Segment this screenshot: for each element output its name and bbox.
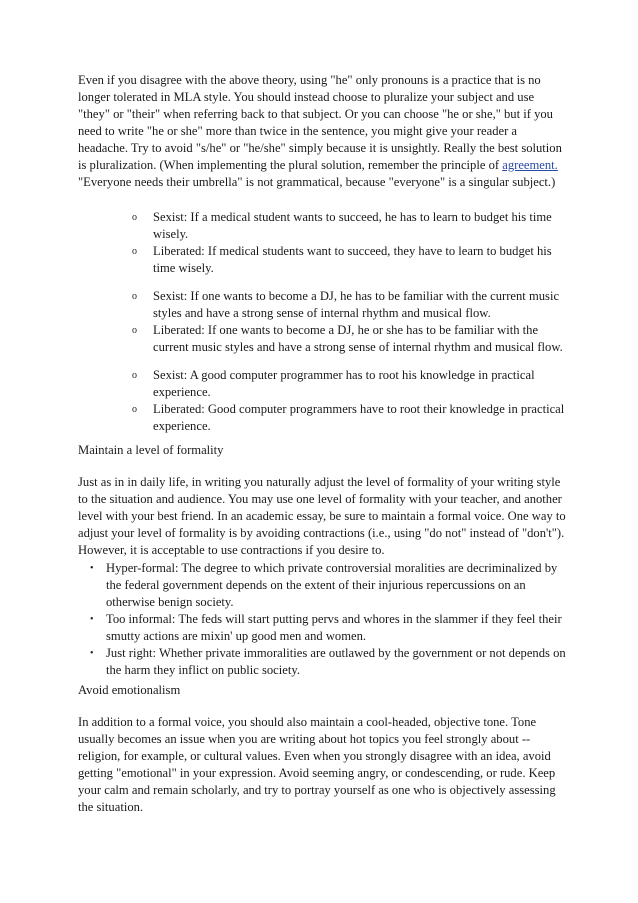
example-group bbox=[78, 209, 568, 277]
example-text: Liberated: If one wants to become a DJ, he or she has to be familiar with the current music styles and have a strong sense of internal rhythm and musical flow. bbox=[153, 323, 563, 354]
example-text: Just right: Whether private immoralities are outlawed by the government or not depends on the harm they inflict on public society. bbox=[106, 646, 566, 677]
bullet-icon: • bbox=[90, 614, 94, 625]
example-text: Hyper-formal: The degree to which private controversial moralities are decriminalized by the federal government depends on the extent of their injurious repercussions on an otherwise benign society. bbox=[106, 561, 558, 609]
section-heading-emotionalism: Avoid emotionalism bbox=[78, 683, 181, 697]
intro-text-tail: "Everyone needs their umbrella" is not grammatical, because "everyone" is a singular subject.) bbox=[78, 175, 556, 189]
bullet-icon: • bbox=[90, 563, 94, 574]
example-text: Sexist: A good computer programmer has to root his knowledge in practical experience. bbox=[153, 368, 535, 399]
example-text: Liberated: Good computer programmers have to root their knowledge in practical experience. bbox=[153, 402, 565, 433]
example-text: Sexist: If one wants to become a DJ, he has to be familiar with the current music styles and have a strong sense of internal rhythm and musical flow. bbox=[153, 289, 560, 320]
list-item bbox=[78, 367, 568, 401]
open-circle-bullet-icon: o bbox=[132, 370, 137, 381]
open-circle-bullet-icon: o bbox=[132, 404, 137, 415]
formality-paragraph: Just as in in daily life, in writing you naturally adjust the level of formality of your writing style to the situation and audience. You may use one level of formality with your teacher, and another level with your best friend. In an academic essay, be sure to maintain a formal voice. One way to adjust your level of formality is by avoiding contractions (i.e., using "do not" instead of "don't"). However, it is acceptable to use contractions if you desire to. bbox=[78, 475, 566, 557]
section-heading-formality: Maintain a level of formality bbox=[78, 443, 224, 457]
pronoun-examples bbox=[78, 209, 568, 435]
list-item bbox=[78, 288, 568, 322]
example-text: Too informal: The feds will start putting pervs and whores in the slammer if they feel their smutty actions are mixin' up good men and women. bbox=[106, 612, 562, 643]
open-circle-bullet-icon: o bbox=[132, 246, 137, 257]
example-group bbox=[78, 288, 568, 356]
example-text: Liberated: If medical students want to succeed, they have to learn to budget his time wisely. bbox=[153, 244, 552, 275]
agreement-link[interactable]: agreement. bbox=[502, 158, 558, 172]
list-item bbox=[78, 401, 568, 435]
bullet-icon: • bbox=[90, 648, 94, 659]
intro-text: Even if you disagree with the above theory, using "he" only pronouns is a practice that is no longer tolerated in MLA style. You should instead choose to pluralize your subject and use "they" or "their" when referring back to that subject. Or you can choose "he or she," but if you need to write "he or she" more than twice in the sentence, you might give your reader a headache. Try to avoid "s/he" or "he/she" simply because it is unsightly. Really the best solution is pluralization. (When implementing the plural solution, remember the principle of bbox=[78, 73, 562, 172]
list-item bbox=[78, 560, 568, 611]
list-item bbox=[78, 322, 568, 356]
example-text: Sexist: If a medical student wants to succeed, he has to learn to budget his time wisely. bbox=[153, 210, 552, 241]
list-item bbox=[78, 243, 568, 277]
intro-paragraph bbox=[78, 72, 568, 191]
open-circle-bullet-icon: o bbox=[132, 325, 137, 336]
list-item bbox=[78, 645, 568, 679]
formality-examples bbox=[78, 560, 568, 679]
list-item bbox=[78, 611, 568, 645]
emotionalism-paragraph: In addition to a formal voice, you should also maintain a cool-headed, objective tone. Tone usually becomes an issue when you are writing about hot topics you feel strongly about -- religion, for example, or cultural values. Even when you strongly disagree with an idea, avoid getting "emotional" in your expression. Avoid seeming angry, or condescending, or rude. Keep your calm and remain scholarly, and try to portray yourself as one who is objectively assessing the situation. bbox=[78, 715, 556, 814]
example-group bbox=[78, 367, 568, 435]
list-item bbox=[78, 209, 568, 243]
open-circle-bullet-icon: o bbox=[132, 291, 137, 302]
open-circle-bullet-icon: o bbox=[132, 212, 137, 223]
